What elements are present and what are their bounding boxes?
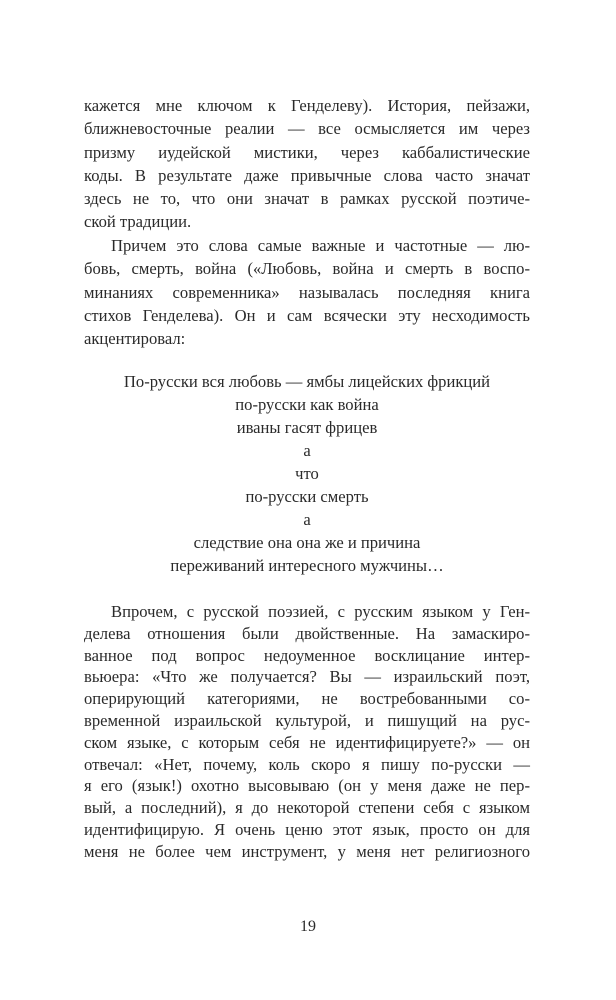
- text-line: я его (язык!) охотно высовываю (он у меня даже не пер-: [84, 776, 530, 796]
- text-line: акцентировал:: [84, 329, 186, 349]
- paragraph-2: [84, 234, 530, 350]
- poem-quote: [84, 370, 530, 577]
- text-line: вый, а последний), я до некоторой степени себя с языком: [84, 798, 530, 818]
- paragraph-3: [84, 601, 530, 863]
- page-number: 19: [300, 918, 316, 935]
- text-line: Впрочем, с русской поэзией, с русским языком у Ген-: [111, 602, 530, 621]
- poem-line: что: [295, 464, 319, 483]
- text-line: оперирующий категориями, не востребованными со-: [84, 689, 530, 709]
- text-line: стихов Генделева). Он и сам всячески эту несходимость: [84, 305, 530, 325]
- text-line: призму иудейской мистики, через каббалистические: [84, 142, 530, 162]
- text-line: временной израильской культурой, и пишущий на рус-: [84, 710, 530, 730]
- poem-line: а: [303, 510, 311, 529]
- paragraph-1: [84, 94, 530, 234]
- poem-line: следствие она она же и причина: [193, 533, 421, 552]
- text-line: отвечал: «Нет, почему, коль скоро я пишу по-русски —: [84, 754, 530, 774]
- text-line: ском языке, с которым себя не идентифицируете?» — он: [84, 732, 530, 752]
- text-line: ской традиции.: [84, 212, 192, 232]
- text-line: ближневосточные реалии — все осмысляется им через: [84, 119, 530, 139]
- text-line: меня не более чем инструмент, у меня нет религиозного: [84, 841, 530, 861]
- poem-line: переживаний интересного мужчины…: [170, 556, 444, 575]
- text-line: Причем это слова самые важные и частотные — лю-: [111, 236, 530, 255]
- text-line: делева отношения были двойственные. На замаскиро-: [84, 623, 530, 643]
- poem-line: по-русски смерть: [245, 487, 369, 506]
- poem-line: а: [303, 441, 311, 460]
- text-line: коды. В результате даже привычные слова часто значат: [84, 165, 530, 185]
- poem-line: иваны гасят фрицев: [236, 418, 378, 437]
- text-line: идентифицирую. Я очень ценю этот язык, просто он для: [84, 819, 530, 839]
- text-line: здесь не то, что они значат в рамках русской поэтиче-: [84, 189, 530, 209]
- text-line: вьюера: «Что же получается? Вы — израильский поэт,: [84, 667, 530, 687]
- poem-line: По-русски вся любовь — ямбы лицейских фрикций: [123, 372, 491, 391]
- text-line: бовь, смерть, война («Любовь, война и смерть в воспо-: [84, 259, 530, 279]
- text-line: ванное под вопрос недоуменное восклицание интер-: [84, 645, 530, 665]
- poem-line: по-русски как война: [235, 395, 379, 414]
- text-line: кажется мне ключом к Генделеву). История, пейзажи,: [84, 96, 530, 115]
- text-line: минаниях современника» называлась последняя книга: [84, 282, 530, 302]
